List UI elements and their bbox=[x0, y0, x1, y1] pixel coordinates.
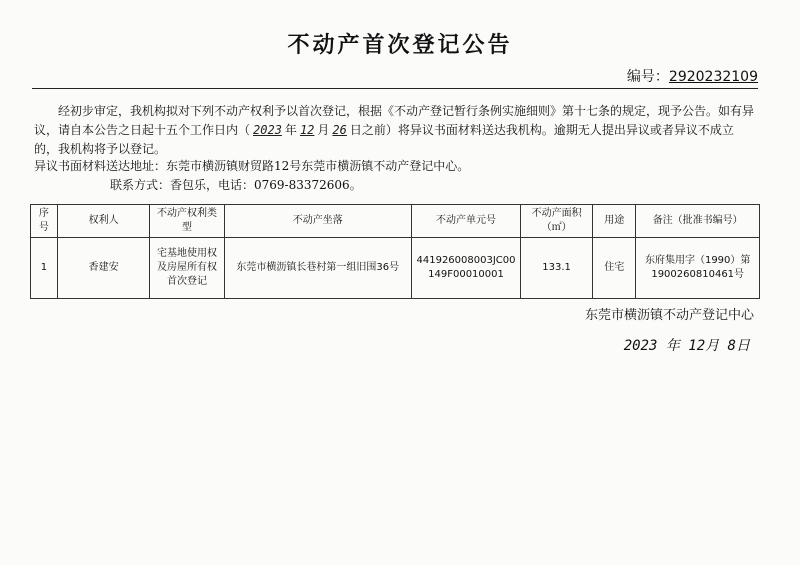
cell-remarks: 东府集用字（1990）第1900260810461号 bbox=[636, 238, 760, 299]
cell-index: 1 bbox=[31, 238, 58, 299]
issuing-organization: 东莞市横沥镇不动产登记中心 bbox=[584, 308, 754, 323]
intro-text-2: 日之前）将异议书面材料送达我机构。逾期无人提出异议或者异议不成立的，我机构将予以登记。 bbox=[34, 123, 734, 156]
col-area: 不动产面积（㎡） bbox=[521, 205, 593, 238]
col-right-holder: 权利人 bbox=[57, 205, 150, 238]
serial-label: 编号： bbox=[626, 69, 669, 85]
serial-number bbox=[627, 66, 758, 86]
page-title: 不动产首次登记公告 bbox=[287, 33, 513, 58]
table-header-row bbox=[31, 205, 760, 238]
cell-right-type: 宅基地使用权及房屋所有权首次登记 bbox=[150, 238, 224, 299]
intro-paragraph bbox=[34, 102, 754, 159]
property-table bbox=[30, 204, 760, 299]
year-unit: 年 bbox=[284, 123, 297, 137]
cell-usage: 住宅 bbox=[593, 238, 636, 299]
cell-unit-number: 441926008003JC00149F00010001 bbox=[411, 238, 520, 299]
objection-address: 异议书面材料送达地址：东莞市横沥镇财贸路12号东莞市横沥镇不动产登记中心。 bbox=[34, 159, 470, 173]
deadline-day: 26 bbox=[332, 123, 347, 137]
month-unit: 月 bbox=[317, 123, 330, 137]
serial-value: 2920232109 bbox=[668, 69, 758, 85]
col-usage: 用途 bbox=[593, 205, 636, 238]
deadline-year: 2023 bbox=[253, 123, 282, 137]
contact-info: 联系方式：香包乐，电话：0769-83372606。 bbox=[110, 178, 362, 192]
col-remarks: 备注（批准书编号） bbox=[636, 205, 760, 238]
col-unit-number: 不动产单元号 bbox=[411, 205, 520, 238]
intro-text-1: 经初步审定，我机构拟对下列不动产权利予以首次登记，根据《不动产登记暂行条例实施细则》第十七条的规定，现予公告。如有异议，请自本公告之日起十五个工作日内（ bbox=[34, 104, 755, 137]
col-right-type: 不动产权利类型 bbox=[150, 205, 224, 238]
col-index: 序号 bbox=[31, 205, 58, 238]
table-row bbox=[31, 238, 760, 299]
cell-area: 133.1 bbox=[521, 238, 593, 299]
col-location: 不动产坐落 bbox=[224, 205, 411, 238]
cell-location: 东莞市横沥镇长巷村第一组旧围36号 bbox=[224, 238, 411, 299]
deadline-month: 12 bbox=[299, 123, 315, 137]
cell-right-holder: 香建安 bbox=[57, 238, 150, 299]
serial-divider bbox=[32, 88, 758, 89]
issue-date: 2023 年 12月 8日 bbox=[623, 338, 750, 354]
